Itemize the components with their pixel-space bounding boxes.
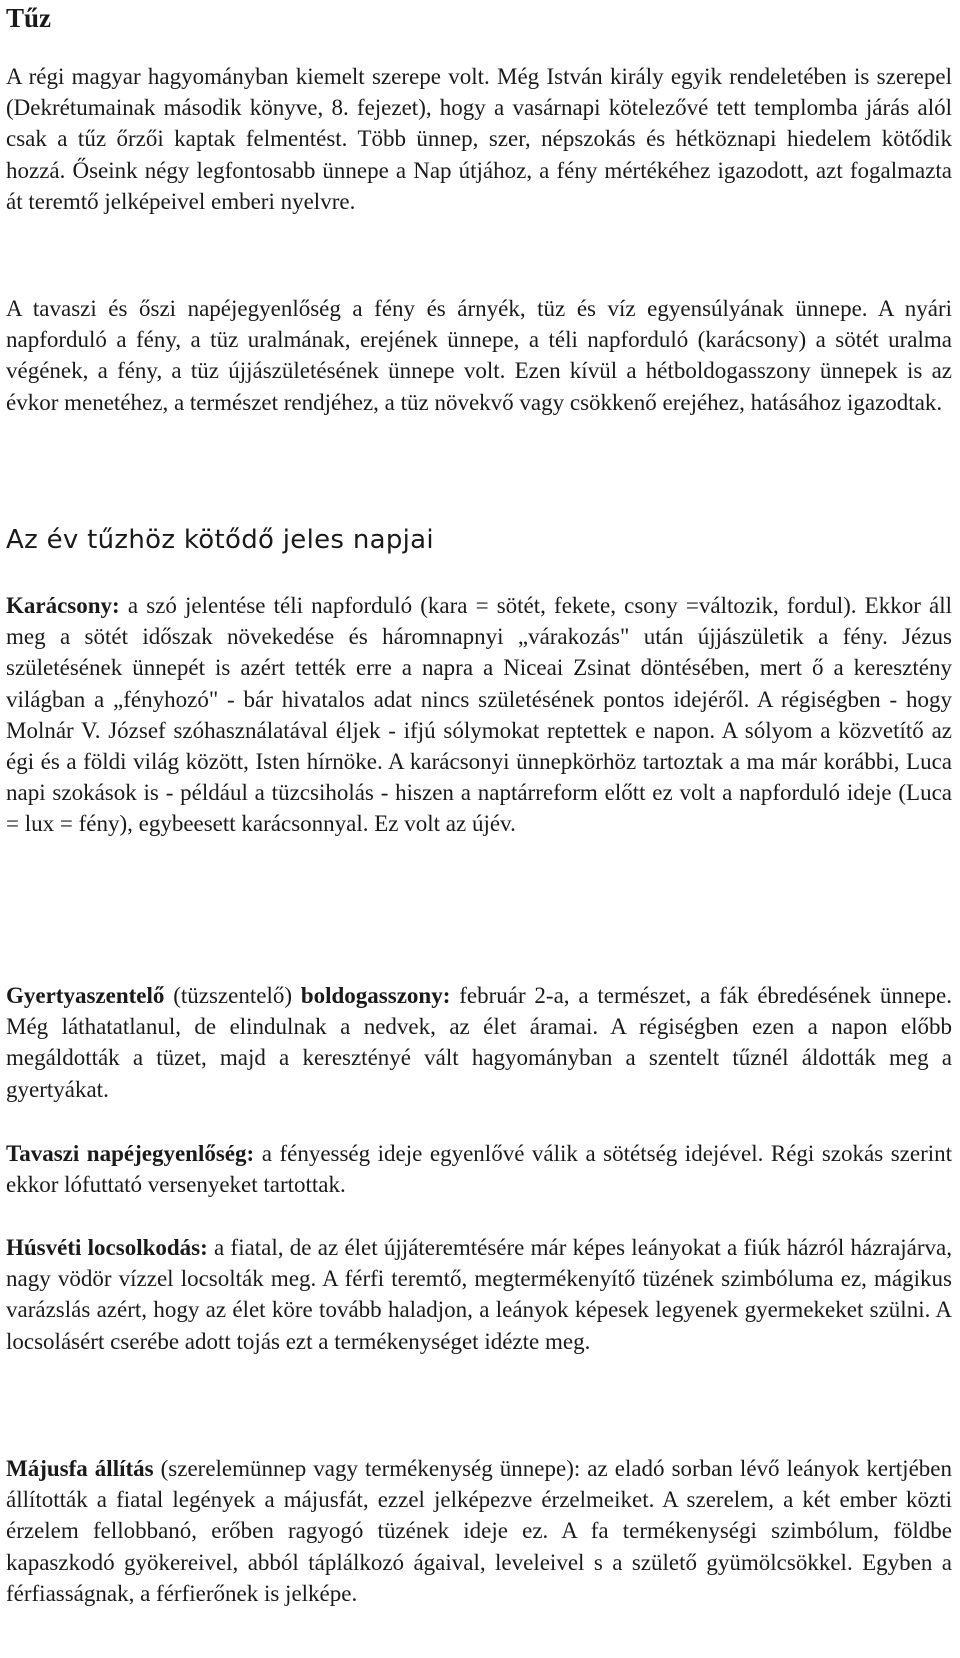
entry-text: (tüzszentelő) xyxy=(164,983,301,1008)
entry-text: a fényesség ideje egyenlővé válik a sötétség idejével. Régi szokás szerint ekkor lófuttató versenyeket tartottak. xyxy=(6,1141,953,1198)
entry-term-secondary: boldogasszony: xyxy=(300,983,451,1008)
entry-text: a szó jelentése téli napforduló (kara = sötét, fekete, csony =változik, fordul). Ekkor áll meg a sötét időszak növekedése és háromnapnyi „várakozás" után újjászületik a fény. Jézus születésének ünnepét is azért tették erre a napra a Niceai Zsinat döntésében, mert ő a keresztény világban a „fényhozó" - bár hivatalos adat nincs születésének pontos idejéről. A régiségben - hogy Molnár V. József szóhasználatával éljek - ifjú sólymokat reptettek e napon. A sólyom a közvetítő az égi és a földi világ között, Isten hírnöke. A karácsonyi ünnepkörhöz tartoztak a ma már korábbi, Luca napi szokások is - például a tüzcsiholás - hiszen a naptárreform előtt ez volt a napforduló ideje (Luca = lux = fény), egybeesett karácsonnyal. Ez volt az újév. xyxy=(6,593,952,837)
entry-term: Húsvéti locsolkodás: xyxy=(6,1235,208,1260)
entry-text: február 2-a, a természet, a fák ébredésének ünnepe. Még láthatatlanul, de elindulnak a nedvek, az élet áramai. A régiségben ezen a napon előbb megáldották a tüzet, majd a keresztényé vált hagyományban a szentelt tűznél áldották meg a gyertyákat. xyxy=(6,983,952,1102)
entry-gyertyaszentelo xyxy=(6,980,952,1105)
entry-text: (szerelemünnep vagy termékenység ünnepe): az eladó sorban lévő leányok kertjében állították a fiatal legények a májusfát, ezzel jelképezve érzelmeiket. A szerelem, a két ember közti érzelem fellobbanó, erőben ragyogó tüzének ideje ez. A fa termékenységi szimbólum, földbe kapaszkodó gyökereivel, abból táplálkozó ágaival, leveleivel s a születő gyümölcsökkel. Egyben a férfiasságnak, a férfierőnek is jelképe. xyxy=(6,1456,952,1606)
entry-husveti-locsolkodas xyxy=(6,1232,952,1357)
entry-karacsony xyxy=(6,590,952,840)
entry-majusfa-allitas xyxy=(6,1453,952,1609)
entry-tavaszi-napejegyenloseg xyxy=(6,1138,952,1200)
section-heading: Az év tűzhöz kötődő jeles napjai xyxy=(6,525,434,555)
entry-term: Májusfa állítás xyxy=(6,1456,154,1481)
entry-text: a fiatal, de az élet újjáteremtésére már képes leányokat a fiúk házról házrajárva, nagy vödör vízzel locsolták meg. A férfi teremtő, megtermékenyítő tüzének szimbóluma ez, mágikus varázslás azért, hogy az élet köre tovább haladjon, a leányok képesek legyenek gyermekeket szülni. A locsolásért cserébe adott tojás ezt a termékenységet idézte meg. xyxy=(6,1235,952,1354)
entry-term: Tavaszi napéjegyenlőség: xyxy=(6,1141,255,1166)
entry-term: Karácsony: xyxy=(6,593,120,618)
intro-paragraph-1: A régi magyar hagyományban kiemelt szerepe volt. Még István király egyik rendeletében is szerepel (Dekrétumainak második könyve, 8. fejezet), hogy a vasárnapi kötelezővé tett templomba járás alól csak a tűz őrzői kaptak felmentést. Több ünnep, szer, népszokás és hétköznapi hiedelem kötődik hozzá. Őseink négy legfontosabb ünnepe a Nap útjához, a fény mértékéhez igazodott, azt fogalmazta át teremtő jelképeivel emberi nyelvre. xyxy=(6,64,952,214)
page-title: Tűz xyxy=(6,3,52,33)
intro-paragraph-2: A tavaszi és őszi napéjegyenlőség a fény és árnyék, tüz és víz egyensúlyának ünnepe. A nyári napforduló a fény, a tüz uralmának, erejének ünnepe, a téli napforduló (karácsony) a sötét uralma végének, a fény, a tüz újjászületésének ünnepe volt. Ezen kívül a hétboldogasszony ünnepek is az évkor menetéhez, a természet rendjéhez, a tüz növekvő vagy csökkenő erejéhez, hatásához igazodtak. xyxy=(6,296,952,415)
entry-term: Gyertyaszentelő xyxy=(6,983,165,1008)
